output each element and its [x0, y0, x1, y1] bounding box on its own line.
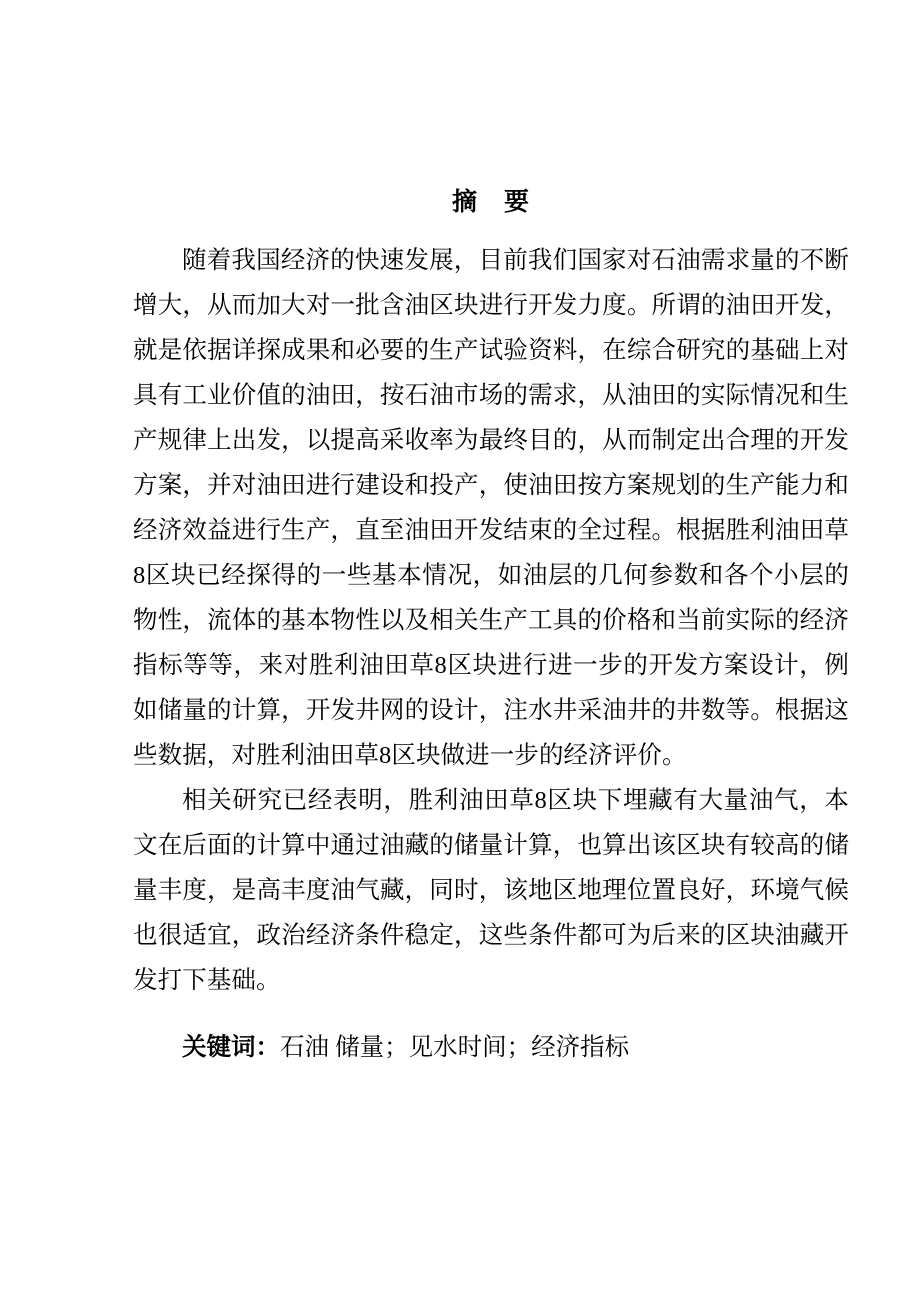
- keywords-values: 石油 储量；见水时间；经济指标: [280, 1034, 630, 1061]
- page-title: 摘 要: [451, 189, 530, 216]
- abstract-content: [133, 186, 849, 1070]
- abstract-paragraph-1: 随着我国经济的快速发展，目前我们国家对石油需求量的不断增大，从而加大对一批含油区块进行开发力度。所谓的油田开发，就是依据详探成果和必要的生产试验资料，在综合研究的基础上对具有工业价值的油田，按石油市场的需求，从油田的实际情况和生产规律上出发，以提高采收率为最终目的，从而制定出合理的开发方案，并对油田进行建设和投产，使油田按方案规划的生产能力和经济效益进行生产，直至油田开发结束的全过程。根据胜利油田草8区块已经探得的一些基本情况，如油层的几何参数和各个小层的物性，流体的基本物性以及相关生产工具的价格和当前实际的经济指标等等，来对胜利油田草8区块进行进一步的开发方案设计，例如储量的计算，开发井网的设计，注水井采油井的井数等。根据这些数据，对胜利油田草8区块做进一步的经济评价。: [133, 247, 849, 769]
- keywords-line: [133, 1025, 849, 1070]
- keywords-label: 关键词：: [182, 1034, 280, 1061]
- abstract-paragraph-2: 相关研究已经表明，胜利油田草8区块下埋藏有大量油气，本文在后面的计算中通过油藏的储量计算，也算出该区块有较高的储量丰度，是高丰度油气藏，同时，该地区地理位置良好，环境气候也很适宜，政治经济条件稳定，这些条件都可为后来的区块油藏开发打下基础。: [133, 787, 849, 994]
